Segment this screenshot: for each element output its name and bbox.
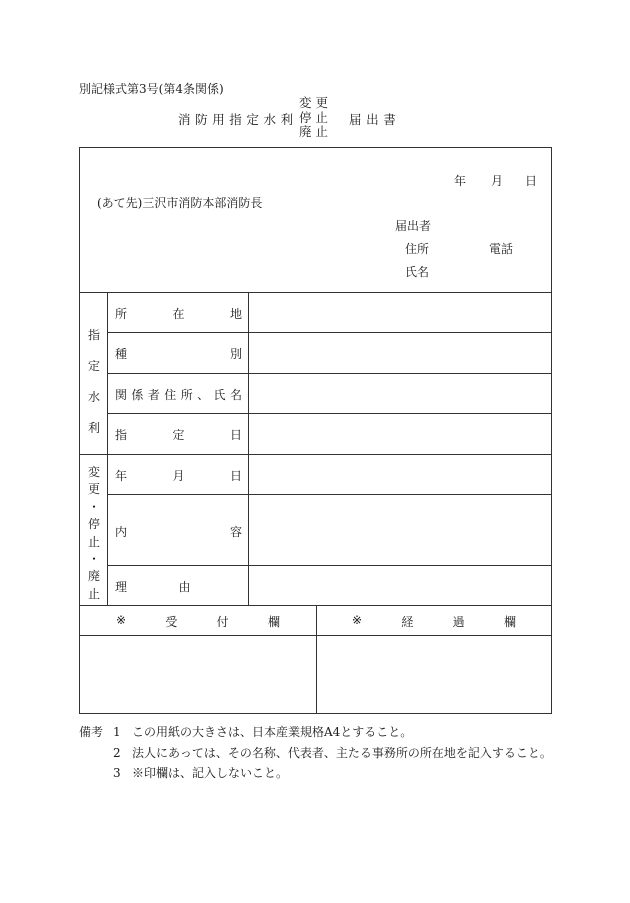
title-option-stop: 停止 <box>299 109 333 125</box>
title-option-change: 変更 <box>299 95 333 110</box>
form-title <box>178 96 408 140</box>
divider-row <box>107 413 551 414</box>
reception-column-header: ※ 受 付 欄 <box>116 613 280 629</box>
section-label-designated-water: 指 定 水 利 <box>87 328 100 435</box>
date-month-label: 月 <box>491 174 504 188</box>
notes-heading: 備考 <box>79 725 104 739</box>
date-year-label: 年 <box>454 174 467 188</box>
title-option-abolish: 廃止 <box>299 124 333 139</box>
addressee: (あて先)三沢市消防本部消防長 <box>97 196 263 210</box>
form-table <box>79 147 552 714</box>
address-label: 住所 <box>405 242 430 256</box>
divider-value-column <box>248 292 249 605</box>
form-number: 別記様式第3号(第4条関係) <box>79 82 224 96</box>
divider-row <box>107 332 551 333</box>
divider-label-column <box>107 292 108 605</box>
divider-row <box>107 494 551 495</box>
title-main: 消防用指定水利 <box>178 112 298 127</box>
divider-section <box>80 454 551 455</box>
note-item: 備考 1 この用紙の大きさは、日本産業規格A4とすること。 <box>79 722 552 743</box>
section-label-change-stop-abolish: 変 更 ・ 停 止 ・ 廃 止 <box>87 465 100 601</box>
row-label-location: 所 在 地 <box>115 307 242 321</box>
notes <box>79 722 552 784</box>
submitter-label: 届出者 <box>395 219 432 233</box>
row-label-reason: 理 由 <box>115 580 191 594</box>
divider-header <box>80 292 551 293</box>
divider-footer-column <box>316 605 317 714</box>
divider-row <box>107 565 551 566</box>
phone-label: 電話 <box>489 242 514 256</box>
note-item: 3 ※印欄は、記入しないこと。 <box>113 766 289 780</box>
divider-row <box>107 373 551 374</box>
name-label: 氏名 <box>405 265 430 279</box>
row-label-date: 年 月 日 <box>115 469 242 483</box>
row-label-content: 内 容 <box>115 525 242 539</box>
progress-column-header: ※ 経 過 欄 <box>352 613 516 629</box>
row-label-owner-address-name: 関 係 者 住 所 、 氏 名 <box>115 388 242 402</box>
title-options <box>299 96 339 140</box>
note-item: 2 法人にあっては、その名称、代表者、主たる事務所の所在地を記入すること。 <box>113 745 552 760</box>
row-label-type: 種 別 <box>115 347 242 361</box>
row-label-designation-date: 指 定 日 <box>115 428 242 442</box>
date-day-label: 日 <box>525 174 538 188</box>
title-tail: 届出書 <box>349 112 401 127</box>
